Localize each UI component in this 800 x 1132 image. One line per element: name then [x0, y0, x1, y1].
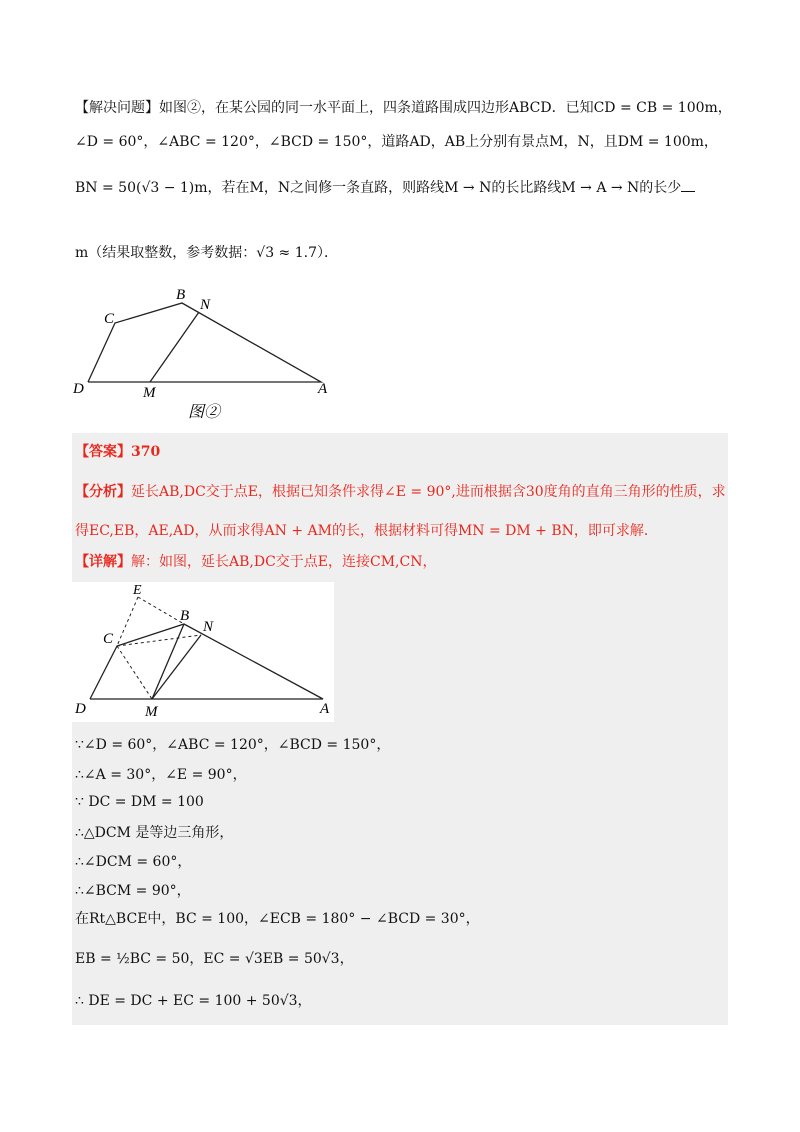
- analysis-text-1: 延长AB,DC交于点E，根据已知条件求得∠E = 90°,进而根据含30度角的直角三角形的性质，求: [131, 484, 726, 500]
- analysis-label: 【分析】: [75, 484, 131, 500]
- step-3: ∵ DC = DM = 100: [75, 794, 204, 810]
- step-6: ∴∠BCM = 90°，: [75, 883, 191, 899]
- figure-2: [72, 582, 334, 722]
- problem-line-3: [75, 177, 695, 197]
- label-n: N: [200, 297, 211, 313]
- figure-1: [70, 285, 350, 425]
- problem-line-1: 【解决问题】如图②，在某公园的同一水平面上，四条道路围成四边形ABCD．已知CD = CB = 100m，: [75, 100, 732, 116]
- label-b-2: B: [180, 608, 190, 624]
- answer-label: 【答案】: [75, 444, 131, 460]
- label-n-2: N: [203, 619, 214, 635]
- label-b: B: [176, 287, 186, 303]
- problem-line-2: ∠D = 60°，∠ABC = 120°，∠BCD = 150°，道路AD，AB上分别有景点M，N，且DM = 100m，: [75, 134, 718, 150]
- step-9: ∴ DE = DC + EC = 100 + 50√3，: [75, 993, 312, 1009]
- dashed-ec: [117, 597, 138, 646]
- label-e-2: E: [133, 583, 142, 598]
- detail-label: 【详解】: [75, 554, 131, 570]
- step-5: ∴∠DCM = 60°，: [75, 854, 192, 870]
- label-c: C: [104, 311, 115, 327]
- answer-line: [75, 441, 160, 461]
- label-m-2: M: [145, 704, 158, 720]
- segment-mn-2: [152, 635, 201, 699]
- step-1: ∵∠D = 60°，∠ABC = 120°，∠BCD = 150°，: [75, 737, 391, 753]
- quadrilateral-outline: [88, 303, 321, 382]
- problem-line-4: m（结果取整数，参考数据：√3 ≈ 1.7）．: [75, 245, 338, 261]
- segment-bm: [152, 624, 184, 699]
- label-a-2: A: [320, 701, 330, 717]
- dashed-eb: [138, 597, 184, 624]
- analysis-line-2: 得EC,EB，AE,AD，从而求得AN + AM的长，根据材料可得MN = DM + BN，即可求解．: [75, 523, 658, 539]
- problem-line-3-text: BN = 50(√3 − 1)m，若在M，N之间修一条直路，则路线M → N的长比路线M → A → N的长少: [75, 180, 682, 196]
- dashed-cn: [117, 635, 201, 646]
- quadrilateral-outline-2: [90, 624, 323, 699]
- label-c-2: C: [103, 631, 114, 647]
- step-2: ∴∠A = 30°，∠E = 90°，: [75, 767, 247, 783]
- step-4: ∴△DCM 是等边三角形，: [75, 825, 234, 841]
- answer-blank: [681, 179, 695, 192]
- label-a: A: [318, 381, 328, 397]
- detail-intro: 解：如图，延长AB,DC交于点E，连接CM,CN，: [131, 554, 437, 570]
- label-d-2: D: [75, 701, 86, 717]
- detail-line: [75, 551, 436, 571]
- analysis-line-1: [75, 481, 726, 501]
- label-d: D: [73, 381, 84, 397]
- answer-value: 370: [131, 444, 161, 460]
- label-m: M: [143, 385, 156, 401]
- dashed-cm: [117, 646, 152, 699]
- figure-1-caption: 图②: [188, 404, 221, 421]
- segment-mn: [150, 312, 199, 382]
- step-7: 在Rt△BCE中，BC = 100，∠ECB = 180° − ∠BCD = 30°，: [75, 911, 480, 927]
- step-8: EB = ½BC = 50，EC = √3EB = 50√3，: [75, 951, 354, 967]
